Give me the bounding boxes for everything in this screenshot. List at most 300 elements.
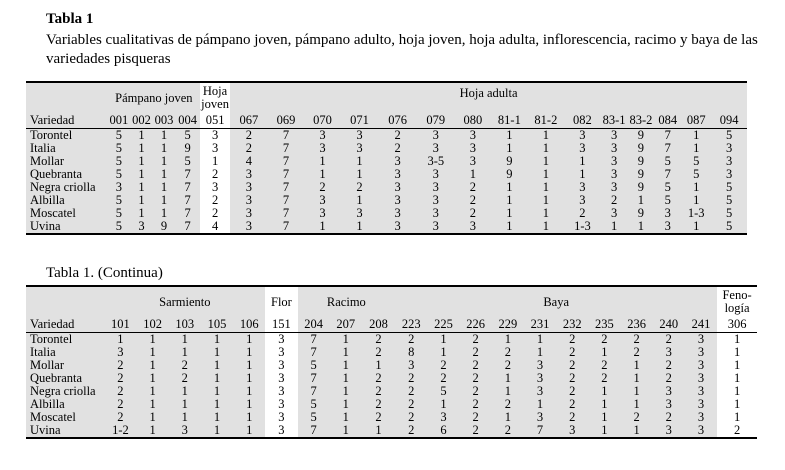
- value-cell: 3: [169, 424, 201, 438]
- value-cell: 5: [711, 194, 747, 207]
- value-cell: 1: [169, 333, 201, 347]
- value-cell: 2: [460, 411, 492, 424]
- value-cell: 3: [230, 194, 268, 207]
- value-cell: 1: [330, 372, 362, 385]
- value-cell: 2: [211, 168, 219, 181]
- value-cell: 7: [175, 194, 200, 207]
- value-cell: 2: [395, 372, 427, 385]
- value-cell: 2: [556, 411, 588, 424]
- value-cell: 3: [378, 181, 417, 194]
- value-cell: 1: [681, 194, 711, 207]
- value-cell: 3: [524, 411, 556, 424]
- value-cell: 5: [681, 155, 711, 168]
- value-cell: 1: [491, 194, 528, 207]
- table-row: [26, 129, 747, 143]
- value-cell: 2: [362, 333, 395, 347]
- value-cell: 7: [268, 207, 305, 220]
- value-cell: 1: [491, 207, 528, 220]
- column-header-071: 071: [341, 113, 379, 129]
- value-cell: 5: [681, 168, 711, 181]
- value-cell: 3: [417, 181, 455, 194]
- value-cell: 2: [733, 424, 741, 437]
- column-header-row: [26, 317, 757, 333]
- value-cell: 3: [653, 398, 685, 411]
- value-cell: 3: [455, 129, 492, 143]
- column-header-240: 240: [653, 317, 685, 333]
- value-cell: 1: [104, 333, 136, 347]
- value-cell: 1: [733, 385, 741, 398]
- column-header-070: 070: [304, 113, 341, 129]
- value-cell: 3: [211, 142, 219, 155]
- variety-name-cell: Italia: [26, 142, 108, 155]
- value-cell: 3: [601, 181, 628, 194]
- value-cell: 1: [341, 220, 379, 234]
- value-cell: 3: [601, 207, 628, 220]
- value-cell: 5: [298, 359, 330, 372]
- value-cell: 3: [417, 207, 455, 220]
- table-caption: Variables cualitativas de pámpano joven, pámpano adulto, hoja joven, hoja adulta, inflorescencia, racimo y baya de las variedades pisqueras: [46, 32, 758, 67]
- value-cell: 2: [104, 372, 136, 385]
- value-cell: 3: [711, 168, 747, 181]
- value-cell: 9: [628, 168, 655, 181]
- value-cell: 5: [108, 129, 131, 143]
- column-header-81-1: 81-1: [491, 113, 528, 129]
- value-cell: 7: [298, 333, 330, 347]
- column-header-row: [26, 113, 747, 129]
- column-header-084: 084: [654, 113, 681, 129]
- value-cell: 1: [137, 424, 169, 438]
- value-cell: 3: [564, 194, 601, 207]
- column-header-229: 229: [492, 317, 524, 333]
- value-cell: 1: [330, 411, 362, 424]
- value-cell: 1: [528, 194, 565, 207]
- value-cell: 2: [427, 372, 459, 385]
- value-cell: 2: [395, 424, 427, 438]
- column-header-306: 306: [727, 317, 747, 331]
- value-cell: 1: [153, 168, 176, 181]
- value-cell: 3: [455, 220, 492, 234]
- table-row: [26, 220, 747, 234]
- value-cell: 1: [362, 424, 395, 438]
- value-cell: 2: [362, 411, 395, 424]
- value-cell: 1: [233, 424, 265, 438]
- value-cell: 1: [524, 346, 556, 359]
- value-cell: 3: [378, 220, 417, 234]
- value-cell: 3: [230, 181, 268, 194]
- value-cell: 3: [417, 194, 455, 207]
- value-cell: 7: [175, 181, 200, 194]
- value-cell: 3: [211, 181, 219, 194]
- value-cell: 1: [201, 411, 233, 424]
- value-cell: 1: [491, 220, 528, 234]
- value-cell: 5: [654, 155, 681, 168]
- value-cell: 1: [169, 346, 201, 359]
- value-cell: 1: [524, 333, 556, 347]
- value-cell: 3: [685, 372, 717, 385]
- value-cell: 1: [233, 372, 265, 385]
- value-cell: 3: [230, 220, 268, 234]
- value-cell: 2: [588, 359, 620, 372]
- value-cell: 3-5: [417, 155, 455, 168]
- value-cell: 1: [137, 411, 169, 424]
- value-cell: 2: [362, 346, 395, 359]
- value-cell: 3: [601, 155, 628, 168]
- value-cell: 1: [137, 359, 169, 372]
- value-cell: 5: [108, 220, 131, 234]
- value-cell: 3: [564, 142, 601, 155]
- value-cell: 2: [104, 398, 136, 411]
- value-cell: 2: [169, 372, 201, 385]
- value-cell: 5: [711, 220, 747, 234]
- value-cell: 1: [169, 398, 201, 411]
- table-row: [26, 333, 757, 347]
- value-cell: 3: [278, 332, 285, 346]
- value-cell: 5: [175, 129, 200, 143]
- value-cell: 7: [175, 168, 200, 181]
- column-header-102: 102: [137, 317, 169, 333]
- value-cell: 2: [455, 194, 492, 207]
- value-cell: 1: [681, 142, 711, 155]
- value-cell: 1: [233, 359, 265, 372]
- value-cell: 7: [268, 220, 305, 234]
- table-row: [26, 168, 747, 181]
- table-row: [26, 424, 757, 438]
- value-cell: 1: [733, 411, 741, 424]
- value-cell: 2: [556, 385, 588, 398]
- blank-header-cell: [26, 286, 104, 317]
- column-header-067: 067: [230, 113, 268, 129]
- group-sarmiento: Sarmiento: [104, 286, 265, 317]
- value-cell: 1: [492, 411, 524, 424]
- value-cell: 3: [378, 168, 417, 181]
- column-header-069: 069: [268, 113, 305, 129]
- value-cell: 3: [278, 385, 285, 398]
- value-cell: 1-2: [104, 424, 136, 438]
- value-cell: 2: [378, 129, 417, 143]
- value-cell: 1: [330, 424, 362, 438]
- value-cell: 9: [491, 155, 528, 168]
- value-cell: 2: [621, 411, 653, 424]
- value-cell: 3: [341, 129, 379, 143]
- value-cell: 2: [653, 359, 685, 372]
- value-cell: 9: [153, 220, 176, 234]
- value-cell: 1: [528, 155, 565, 168]
- value-cell: 2: [460, 333, 492, 347]
- column-header-004: 004: [175, 113, 200, 129]
- value-cell: 1: [733, 359, 741, 372]
- value-cell: 1: [588, 411, 620, 424]
- value-cell: 1: [564, 168, 601, 181]
- value-cell: 2: [427, 359, 459, 372]
- value-cell: 9: [491, 168, 528, 181]
- value-cell: 3: [211, 128, 219, 142]
- value-cell: 1: [153, 155, 176, 168]
- value-cell: 3: [653, 424, 685, 438]
- table-1-group-header-row: [26, 82, 747, 113]
- value-cell: 7: [298, 346, 330, 359]
- column-header-103: 103: [169, 317, 201, 333]
- value-cell: 1: [233, 333, 265, 347]
- group-baya: Baya: [395, 286, 717, 317]
- column-header-001: 001: [109, 113, 129, 127]
- value-cell: 1: [588, 398, 620, 411]
- value-cell: 1: [528, 207, 565, 220]
- value-cell: 3: [230, 168, 268, 181]
- value-cell: 3: [341, 142, 379, 155]
- value-cell: 5: [175, 155, 200, 168]
- value-cell: 1: [621, 385, 653, 398]
- value-cell: 2: [230, 129, 268, 143]
- value-cell: 1: [492, 372, 524, 385]
- value-cell: 3: [417, 142, 455, 155]
- value-cell: 1: [201, 359, 233, 372]
- value-cell: 1: [564, 155, 601, 168]
- value-cell: 2: [362, 372, 395, 385]
- value-cell: 3: [304, 142, 341, 155]
- value-cell: 9: [628, 142, 655, 155]
- value-cell: 1: [621, 359, 653, 372]
- value-cell: 5: [711, 129, 747, 143]
- column-header-225: 225: [427, 317, 459, 333]
- value-cell: 1: [153, 129, 176, 143]
- value-cell: 5: [427, 385, 459, 398]
- value-cell: 1: [201, 398, 233, 411]
- value-cell: 2: [362, 385, 395, 398]
- value-cell: 2: [556, 333, 588, 347]
- value-cell: 1: [621, 398, 653, 411]
- value-cell: 1: [362, 359, 395, 372]
- column-header-235: 235: [588, 317, 620, 333]
- value-cell: 1: [137, 385, 169, 398]
- value-cell: 3: [685, 424, 717, 438]
- value-cell: 1: [528, 168, 565, 181]
- value-cell: 2: [588, 372, 620, 385]
- column-header-variedad: Variedad: [26, 317, 104, 333]
- value-cell: 5: [711, 207, 747, 220]
- value-cell: 1: [304, 155, 341, 168]
- column-header-003: 003: [154, 113, 174, 127]
- value-cell: 3: [278, 359, 285, 372]
- column-header-105: 105: [201, 317, 233, 333]
- value-cell: 1: [524, 398, 556, 411]
- table-row: [26, 411, 757, 424]
- value-cell: 2: [460, 346, 492, 359]
- variety-name-cell: Italia: [26, 346, 104, 359]
- value-cell: 2: [104, 359, 136, 372]
- value-cell: 7: [268, 155, 305, 168]
- value-cell: 7: [524, 424, 556, 438]
- value-cell: 2: [395, 333, 427, 347]
- table-row: [26, 155, 747, 168]
- value-cell: 2: [492, 359, 524, 372]
- value-cell: 3: [711, 142, 747, 155]
- column-header-236: 236: [621, 317, 653, 333]
- value-cell: 2: [362, 398, 395, 411]
- variety-name-cell: Mollar: [26, 359, 104, 372]
- value-cell: 1: [233, 411, 265, 424]
- value-cell: 5: [654, 181, 681, 194]
- value-cell: 5: [298, 398, 330, 411]
- value-cell: 7: [268, 129, 305, 143]
- value-cell: 3: [304, 129, 341, 143]
- value-cell: 9: [175, 142, 200, 155]
- value-cell: 3: [685, 385, 717, 398]
- group-fenologia: Feno-logía: [722, 288, 752, 315]
- group-flor: Flor: [271, 294, 292, 309]
- value-cell: 1: [330, 359, 362, 372]
- value-cell: 1: [130, 194, 153, 207]
- value-cell: 1: [330, 333, 362, 347]
- table-row: [26, 385, 757, 398]
- table-row: [26, 194, 747, 207]
- value-cell: 1: [681, 220, 711, 234]
- value-cell: 1: [201, 385, 233, 398]
- column-header-226: 226: [460, 317, 492, 333]
- column-header-232: 232: [556, 317, 588, 333]
- value-cell: 3: [685, 398, 717, 411]
- value-cell: 1: [330, 346, 362, 359]
- value-cell: 1: [153, 142, 176, 155]
- value-cell: 1: [130, 207, 153, 220]
- value-cell: 9: [628, 207, 655, 220]
- value-cell: 3: [395, 359, 427, 372]
- value-cell: 3: [601, 129, 628, 143]
- column-header-variedad: Variedad: [26, 113, 108, 129]
- value-cell: 1: [201, 424, 233, 438]
- value-cell: 7: [268, 194, 305, 207]
- value-cell: 5: [711, 181, 747, 194]
- value-cell: 1: [201, 346, 233, 359]
- column-header-204: 204: [298, 317, 330, 333]
- value-cell: 2: [653, 411, 685, 424]
- column-header-81-2: 81-2: [528, 113, 565, 129]
- value-cell: 1: [733, 332, 741, 346]
- value-cell: 1: [130, 129, 153, 143]
- column-header-151: 151: [272, 317, 291, 331]
- column-header-079: 079: [417, 113, 455, 129]
- value-cell: 2: [601, 194, 628, 207]
- value-cell: 2: [564, 207, 601, 220]
- variety-name-cell: Moscatel: [26, 411, 104, 424]
- value-cell: 3: [304, 207, 341, 220]
- value-cell: 3: [455, 155, 492, 168]
- value-cell: 5: [108, 142, 131, 155]
- value-cell: 3: [417, 168, 455, 181]
- value-cell: 2: [460, 385, 492, 398]
- value-cell: 7: [654, 142, 681, 155]
- value-cell: 1: [628, 220, 655, 234]
- value-cell: 3: [524, 385, 556, 398]
- value-cell: 1-3: [681, 207, 711, 220]
- group-hoja-joven: Hoja joven: [201, 84, 229, 111]
- variety-name-cell: Torontel: [26, 333, 104, 347]
- value-cell: 2: [304, 181, 341, 194]
- value-cell: 1: [137, 333, 169, 347]
- value-cell: 1: [341, 168, 379, 181]
- column-header-087: 087: [681, 113, 711, 129]
- value-cell: 1: [681, 181, 711, 194]
- value-cell: 3: [278, 372, 285, 385]
- value-cell: 2: [588, 333, 620, 347]
- column-header-106: 106: [233, 317, 265, 333]
- value-cell: 1: [681, 129, 711, 143]
- value-cell: 3: [653, 346, 685, 359]
- value-cell: 1: [153, 181, 176, 194]
- value-cell: 1: [137, 346, 169, 359]
- group-hoja-adulta: Hoja adulta: [230, 82, 747, 113]
- column-header-207: 207: [330, 317, 362, 333]
- value-cell: 3: [278, 346, 285, 359]
- value-cell: 7: [654, 168, 681, 181]
- column-header-223: 223: [395, 317, 427, 333]
- value-cell: 9: [628, 129, 655, 143]
- value-cell: 2: [460, 359, 492, 372]
- value-cell: 3: [427, 411, 459, 424]
- value-cell: 2: [455, 207, 492, 220]
- group-pampano-joven: Pámpano joven: [108, 82, 200, 113]
- value-cell: 2: [556, 359, 588, 372]
- value-cell: 3: [230, 207, 268, 220]
- value-cell: 1: [528, 129, 565, 143]
- value-cell: 4: [230, 155, 268, 168]
- value-cell: 2: [104, 411, 136, 424]
- value-cell: 1: [427, 398, 459, 411]
- value-cell: 3: [685, 411, 717, 424]
- value-cell: 1: [130, 155, 153, 168]
- value-cell: 1: [528, 220, 565, 234]
- value-cell: 1: [733, 372, 741, 385]
- value-cell: 2: [653, 333, 685, 347]
- column-header-080: 080: [455, 113, 492, 129]
- value-cell: 7: [298, 385, 330, 398]
- value-cell: 1: [491, 142, 528, 155]
- value-cell: 2: [230, 142, 268, 155]
- variety-name-cell: Albilla: [26, 194, 108, 207]
- value-cell: 3: [278, 424, 285, 437]
- value-cell: 5: [298, 411, 330, 424]
- value-cell: 1: [528, 142, 565, 155]
- variety-name-cell: Uvina: [26, 424, 104, 438]
- value-cell: 1: [621, 424, 653, 438]
- table-2-group-header-row: [26, 286, 757, 317]
- column-header-83-1: 83-1: [602, 113, 626, 127]
- column-header-082: 082: [564, 113, 601, 129]
- value-cell: 2: [492, 346, 524, 359]
- column-header-241: 241: [685, 317, 717, 333]
- table-row: [26, 346, 757, 359]
- value-cell: 3: [653, 385, 685, 398]
- blank-header-cell: [26, 82, 108, 113]
- value-cell: 1: [137, 398, 169, 411]
- value-cell: 2: [211, 194, 219, 207]
- value-cell: 1: [153, 194, 176, 207]
- value-cell: 1: [130, 168, 153, 181]
- value-cell: 7: [175, 220, 200, 234]
- value-cell: 1: [455, 168, 492, 181]
- column-header-076: 076: [378, 113, 417, 129]
- value-cell: 2: [211, 207, 219, 220]
- value-cell: 7: [268, 142, 305, 155]
- value-cell: 1: [330, 385, 362, 398]
- value-cell: 1: [130, 142, 153, 155]
- value-cell: 2: [341, 181, 379, 194]
- value-cell: 7: [175, 207, 200, 220]
- table-row: [26, 142, 747, 155]
- value-cell: 7: [268, 168, 305, 181]
- value-cell: 5: [108, 168, 131, 181]
- value-cell: 3: [378, 194, 417, 207]
- value-cell: 1: [330, 398, 362, 411]
